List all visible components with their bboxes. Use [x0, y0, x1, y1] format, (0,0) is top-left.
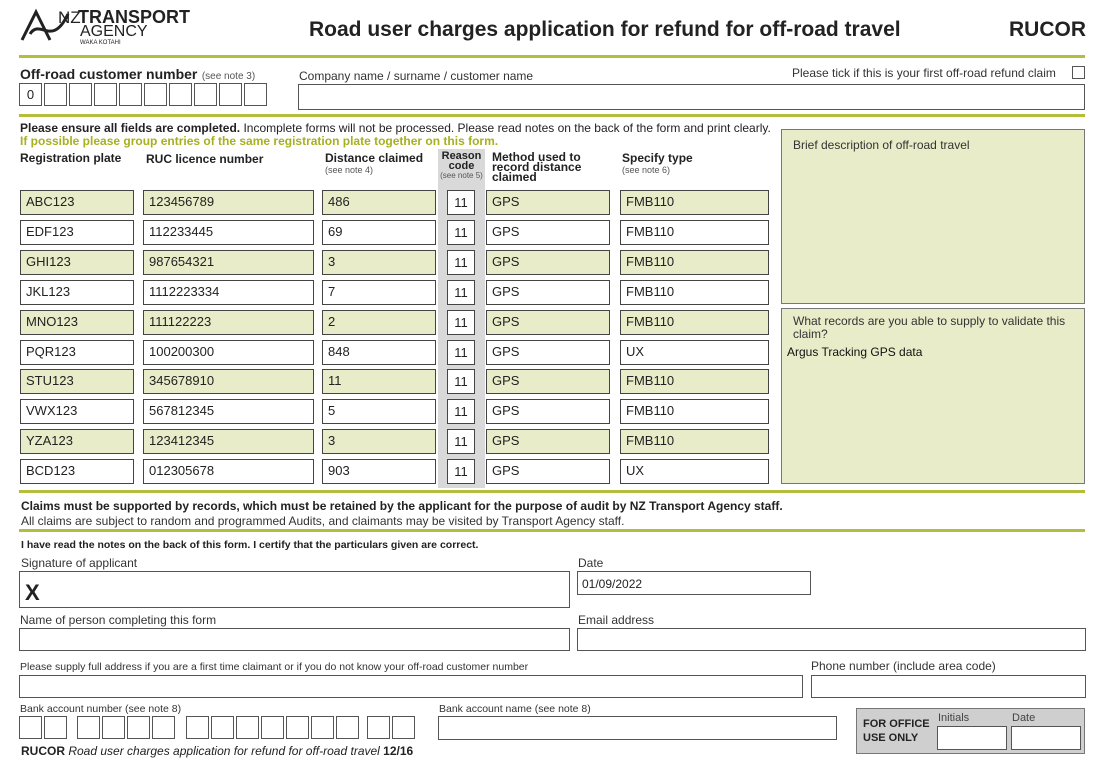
name-label: Name of person completing this form — [20, 613, 217, 627]
cell-method[interactable]: GPS — [486, 190, 610, 215]
cell-ruc[interactable]: 123412345 — [143, 429, 314, 454]
cell-reason[interactable]: 11 — [447, 220, 475, 245]
cell-reason[interactable]: 11 — [447, 310, 475, 335]
cell-plate[interactable]: JKL123 — [20, 280, 134, 305]
bank-digit-11[interactable] — [311, 716, 334, 739]
cell-reason[interactable]: 11 — [447, 459, 475, 484]
cell-reason[interactable]: 11 — [447, 369, 475, 394]
date-label: Date — [578, 556, 604, 570]
customer-digit-6[interactable] — [169, 83, 192, 106]
header-ruc: RUC licence number — [146, 152, 264, 166]
bank-digit-14[interactable] — [392, 716, 415, 739]
cell-ruc[interactable]: 567812345 — [143, 399, 314, 424]
customer-rule — [19, 114, 1085, 117]
footer-title: Road user charges application for refund for off-road travel — [65, 744, 384, 758]
cell-distance[interactable]: 3 — [322, 429, 436, 454]
cell-ruc[interactable]: 112233445 — [143, 220, 314, 245]
office-label-1: FOR OFFICE — [863, 718, 930, 730]
cell-plate[interactable]: MNO123 — [20, 310, 134, 335]
cell-type[interactable]: FMB110 — [620, 250, 769, 275]
bank-digit-4[interactable] — [127, 716, 150, 739]
cell-type[interactable]: UX — [620, 459, 769, 484]
cell-ruc[interactable]: 987654321 — [143, 250, 314, 275]
records-label: What records are you able to supply to validate this claim? — [793, 314, 1066, 341]
office-label-2: USE ONLY — [863, 732, 919, 744]
cell-reason[interactable]: 11 — [447, 190, 475, 215]
logo-agency: AGENCY — [80, 23, 148, 40]
cell-ruc[interactable]: 345678910 — [143, 369, 314, 394]
header-type-note: (see note 6) — [622, 165, 671, 175]
cell-type[interactable]: FMB110 — [620, 280, 769, 305]
cell-ruc[interactable]: 123456789 — [143, 190, 314, 215]
signature-label: Signature of applicant — [21, 556, 138, 570]
email-input[interactable] — [577, 628, 1086, 651]
cell-method[interactable]: GPS — [486, 280, 610, 305]
customer-number-note: (see note 3) — [201, 71, 256, 82]
cell-type[interactable]: FMB110 — [620, 190, 769, 215]
cell-type[interactable]: FMB110 — [620, 429, 769, 454]
footer-version: 12/16 — [383, 744, 414, 758]
bank-digit-1[interactable] — [44, 716, 67, 739]
signature-value: X — [25, 580, 40, 605]
cell-plate[interactable]: GHI123 — [20, 250, 134, 275]
header-distance-note: (see note 4) — [325, 165, 374, 175]
address-label: Please supply full address if you are a first time claimant or if you do not know your off-road customer number — [20, 661, 529, 673]
header-method: Method used to record distance claimed — [492, 150, 582, 184]
bank-digit-8[interactable] — [236, 716, 259, 739]
records-box[interactable] — [781, 308, 1085, 484]
cell-type[interactable]: FMB110 — [620, 399, 769, 424]
header-reason-note: (see note 5) — [440, 171, 483, 180]
claims-bold: Claims must be supported by records, which must be retained by the applicant for the purpose of audit by NZ Transport Agency staff. — [21, 499, 783, 513]
bank-name-label: Bank account name (see note 8) — [439, 703, 591, 715]
cell-method[interactable]: GPS — [486, 429, 610, 454]
email-label: Email address — [578, 613, 655, 627]
cell-type[interactable]: FMB110 — [620, 220, 769, 245]
phone-label: Phone number (include area code) — [811, 659, 996, 673]
logo-waka: WAKA KOTAHI — [80, 40, 121, 46]
cell-distance[interactable]: 5 — [322, 399, 436, 424]
agency-logo — [20, 8, 195, 48]
cell-plate[interactable]: PQR123 — [20, 340, 134, 365]
company-label: Company name / surname / customer name — [299, 69, 534, 83]
logo-nz: NZ — [58, 8, 81, 27]
first-claim-checkbox[interactable] — [1072, 66, 1085, 79]
bank-digit-9[interactable] — [261, 716, 284, 739]
description-label: Brief description of off-road travel — [793, 138, 970, 152]
phone-input[interactable] — [811, 675, 1086, 698]
instructions-bold: Please ensure all fields are completed. — [20, 121, 241, 135]
footer-code: RUCOR — [21, 744, 65, 758]
company-input[interactable] — [298, 84, 1085, 110]
table-rule — [19, 490, 1085, 493]
bank-digit-6[interactable] — [186, 716, 209, 739]
cell-distance[interactable]: 3 — [322, 250, 436, 275]
cell-reason[interactable]: 11 — [447, 250, 475, 275]
address-input[interactable] — [19, 675, 803, 698]
cell-reason[interactable]: 11 — [447, 340, 475, 365]
group-note: If possible please group entries of the same registration plate together on this form. — [20, 134, 499, 148]
bank-name-input[interactable] — [438, 716, 837, 740]
header-reason — [438, 151, 485, 181]
cell-plate[interactable]: ABC123 — [20, 190, 134, 215]
cell-ruc[interactable]: 100200300 — [143, 340, 314, 365]
footer — [21, 744, 413, 758]
description-box[interactable] — [781, 129, 1085, 304]
customer-digit-4[interactable] — [119, 83, 142, 106]
form-code: RUCOR — [1009, 18, 1086, 41]
signature-input[interactable] — [19, 571, 570, 608]
cell-method[interactable]: GPS — [486, 399, 610, 424]
cell-distance[interactable]: 7 — [322, 280, 436, 305]
office-date-label: Date — [1012, 712, 1036, 724]
bank-digit-13[interactable] — [367, 716, 390, 739]
date-input[interactable] — [577, 571, 811, 595]
customer-digit-9[interactable] — [244, 83, 267, 106]
customer-digit-5[interactable] — [144, 83, 167, 106]
cell-distance[interactable]: 848 — [322, 340, 436, 365]
cell-reason[interactable]: 11 — [447, 280, 475, 305]
customer-number-title: Off-road customer number — [20, 66, 198, 82]
customer-digit-3[interactable] — [94, 83, 117, 106]
cell-distance[interactable]: 11 — [322, 369, 436, 394]
cell-plate[interactable]: EDF123 — [20, 220, 134, 245]
cell-distance[interactable]: 69 — [322, 220, 436, 245]
cell-ruc[interactable]: 1112223334 — [143, 280, 314, 305]
date-value: 01/09/2022 — [582, 577, 643, 591]
instructions — [20, 121, 771, 135]
bank-digit-3[interactable] — [102, 716, 125, 739]
cell-type[interactable]: FMB110 — [620, 369, 769, 394]
header-type-title: Specify type — [622, 151, 693, 165]
customer-digit-8[interactable] — [219, 83, 242, 106]
cell-plate[interactable]: STU123 — [20, 369, 134, 394]
bank-digit-12[interactable] — [336, 716, 359, 739]
header-distance-title: Distance claimed — [325, 151, 424, 165]
cell-method[interactable]: GPS — [486, 369, 610, 394]
office-initials-label: Initials — [938, 712, 970, 724]
cell-plate[interactable]: YZA123 — [20, 429, 134, 454]
header-plate: Registration plate — [20, 151, 122, 165]
header-type — [622, 152, 693, 176]
cell-ruc[interactable]: 111122223 — [143, 310, 314, 335]
cell-type[interactable]: FMB110 — [620, 310, 769, 335]
cell-plate[interactable]: BCD123 — [20, 459, 134, 484]
header-distance — [325, 152, 423, 176]
records-value: Argus Tracking GPS data — [787, 345, 923, 359]
bank-digit-0[interactable] — [19, 716, 42, 739]
logo-transport: TRANSPORT — [78, 7, 190, 27]
office-initials-input[interactable] — [937, 726, 1007, 750]
bank-digit-2[interactable] — [77, 716, 100, 739]
customer-digit-1[interactable] — [44, 83, 67, 106]
header-rule — [19, 55, 1085, 58]
cell-method[interactable]: GPS — [486, 459, 610, 484]
bank-number-label: Bank account number (see note 8) — [20, 703, 182, 715]
bank-digit-10[interactable] — [286, 716, 309, 739]
name-input[interactable] — [19, 628, 570, 651]
office-date-input[interactable] — [1011, 726, 1081, 750]
cell-reason[interactable]: 11 — [447, 429, 475, 454]
customer-digit-7[interactable] — [194, 83, 217, 106]
cell-method[interactable]: GPS — [486, 220, 610, 245]
cell-method[interactable]: GPS — [486, 340, 610, 365]
customer-number-label — [20, 66, 255, 84]
office-use-box — [856, 708, 1085, 754]
customer-digit-0[interactable]: 0 — [19, 83, 42, 106]
cell-type[interactable]: UX — [620, 340, 769, 365]
first-claim-label: Please tick if this is your first off-road refund claim — [792, 66, 1056, 80]
bank-digit-5[interactable] — [152, 716, 175, 739]
form-title: Road user charges application for refund for off-road travel — [309, 18, 901, 41]
header-reason-title: Reason code — [441, 150, 482, 172]
claims-normal: All claims are subject to random and programmed Audits, and claimants may be visited by Transport Agency staff. — [21, 514, 625, 528]
cell-distance[interactable]: 2 — [322, 310, 436, 335]
cell-method[interactable]: GPS — [486, 250, 610, 275]
customer-digit-2[interactable] — [69, 83, 92, 106]
instructions-rest: Incomplete forms will not be processed. Please read notes on the back of the form and print clearly. — [240, 121, 771, 135]
certify-text: I have read the notes on the back of this form. I certify that the particulars given are correct. — [21, 539, 479, 551]
cell-reason[interactable]: 11 — [447, 399, 475, 424]
cell-distance[interactable]: 486 — [322, 190, 436, 215]
bank-digit-7[interactable] — [211, 716, 234, 739]
cell-plate[interactable]: VWX123 — [20, 399, 134, 424]
cell-distance[interactable]: 903 — [322, 459, 436, 484]
cell-ruc[interactable]: 012305678 — [143, 459, 314, 484]
claims-rule — [19, 529, 1085, 532]
cell-method[interactable]: GPS — [486, 310, 610, 335]
customer-number-field[interactable] — [19, 83, 271, 106]
